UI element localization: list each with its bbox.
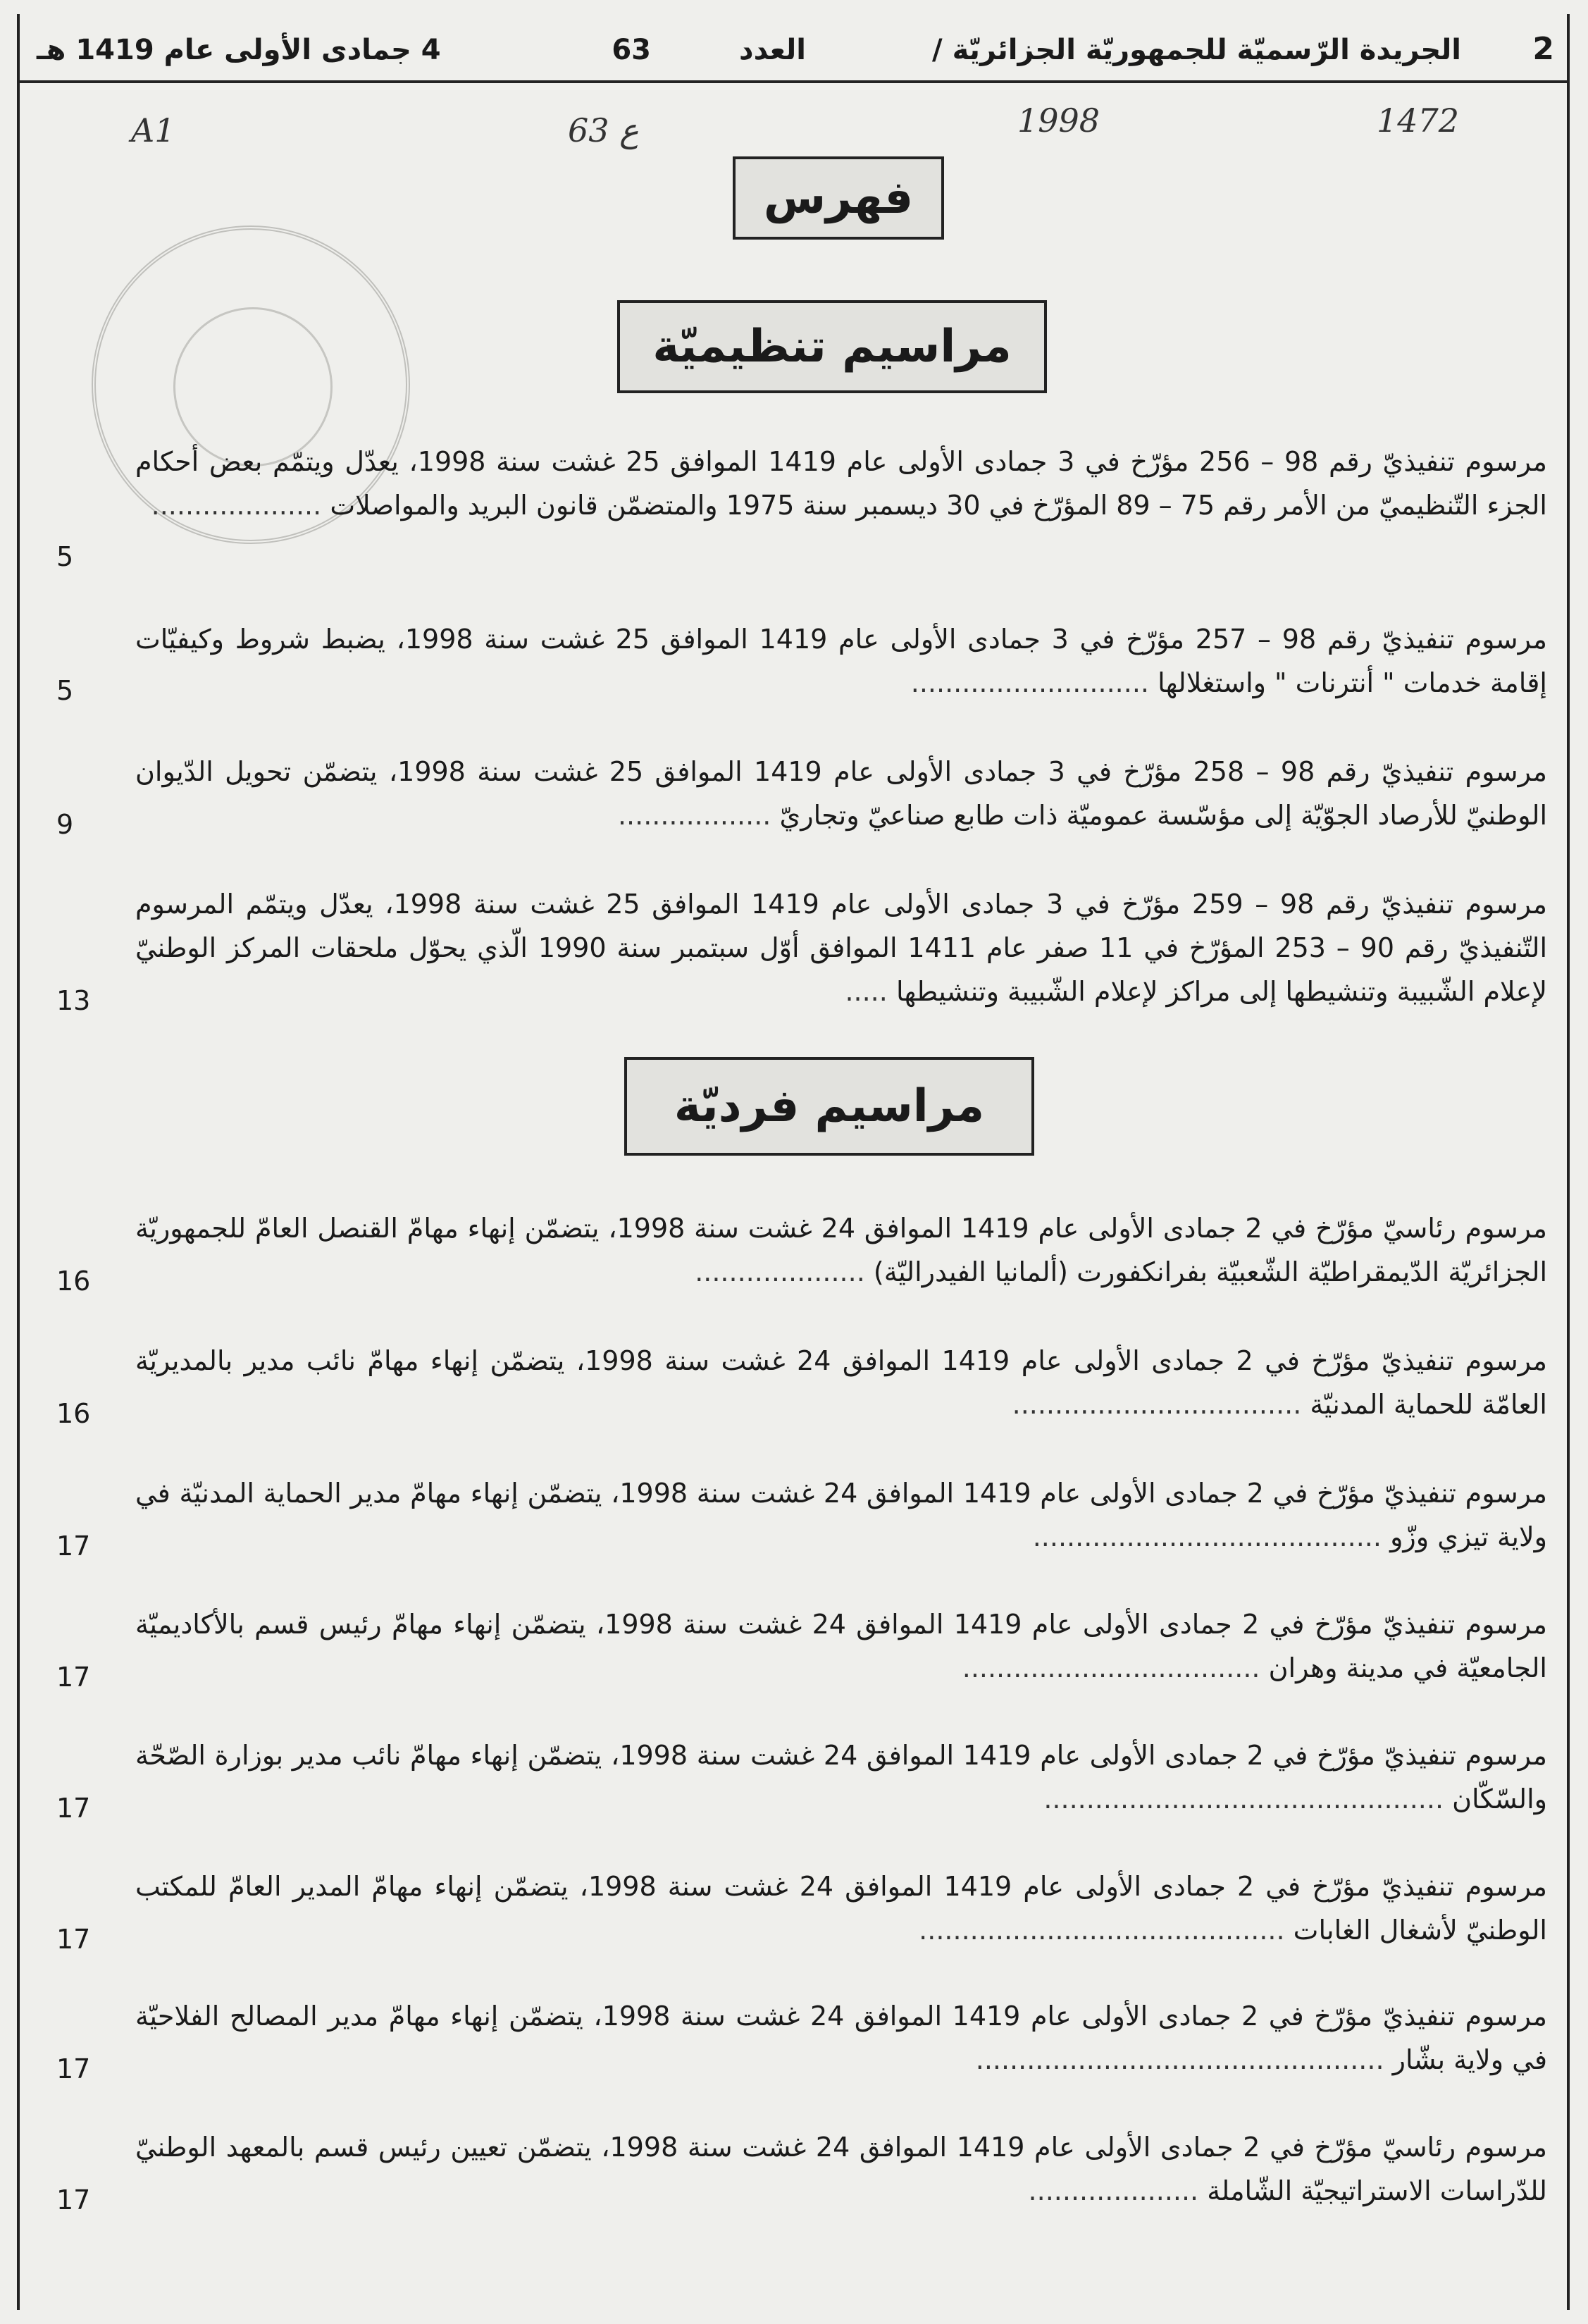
toc-entry-text: مرسوم رئاسيّ مؤرّخ في 2 جمادى الأولى عام 1419 الموافق 24 غشت سنة 1998، يتضمّن إنهاء مهامّ القنصل العامّ للجمهوريّة الجزائريّة الدّيمقراطيّة الشّعبيّة بفرانكفورت (ألمانيا الفيدراليّة) .................... <box>135 1213 1547 1287</box>
toc-entry[interactable] <box>39 2125 1547 2217</box>
toc-entry[interactable] <box>39 882 1547 1018</box>
handwritten-note-1: A1 <box>131 111 175 149</box>
toc-entry[interactable] <box>39 1471 1547 1563</box>
header-issue-number: 63 <box>612 34 651 66</box>
toc-entry-page: 17 <box>56 2053 91 2084</box>
toc-entry-page: 17 <box>56 2184 91 2215</box>
toc-entry[interactable] <box>39 617 1547 707</box>
toc-entry-page: 17 <box>56 1793 91 1824</box>
toc-entry-page: 5 <box>56 541 74 572</box>
toc-entry-text: مرسوم تنفيذيّ مؤرّخ في 2 جمادى الأولى عام 1419 الموافق 24 غشت سنة 1998، يتضمّن إنهاء مهامّ مدير الحماية المدنيّة في ولاية تيزي وزّو ......................................... <box>135 1478 1547 1552</box>
toc-entry[interactable] <box>39 440 1547 574</box>
toc-entry-page: 17 <box>56 1662 91 1693</box>
handwritten-note-4: 1472 <box>1377 101 1460 140</box>
toc-entry-text: مرسوم تنفيذيّ رقم 98 – 257 مؤرّخ في 3 جمادى الأولى عام 1419 الموافق 25 غشت سنة 1998، يضبط شروط وكيفيّات إقامة خدمات " أنترنات " واستغلالها ............................ <box>135 624 1547 698</box>
toc-entry-page: 16 <box>56 1398 91 1429</box>
toc-entry[interactable] <box>39 1339 1547 1430</box>
handwritten-note-2: 63 ع <box>568 111 639 149</box>
header-date: 4 جمادى الأولى عام 1419 هـ <box>37 34 441 66</box>
toc-entry[interactable] <box>39 1733 1547 1825</box>
header-page-number: 2 <box>1532 31 1554 67</box>
index-title: فهرس <box>733 156 944 240</box>
header-issue-label: العدد <box>739 34 806 66</box>
toc-entry-text: مرسوم تنفيذيّ رقم 98 – 258 مؤرّخ في 3 جمادى الأولى عام 1419 الموافق 25 غشت سنة 1998، يتضمّن تحويل الدّيوان الوطنيّ للأرصاد الجوّيّة إلى مؤسّسة عموميّة ذات طابع صناعيّ وتجاريّ .................. <box>135 756 1547 831</box>
toc-entry-page: 5 <box>56 675 74 706</box>
toc-entry-text: مرسوم تنفيذيّ مؤرّخ في 2 جمادى الأولى عام 1419 الموافق 24 غشت سنة 1998، يتضمّن إنهاء مهامّ رئيس قسم بالأكاديميّة الجامعيّة في مدينة وهران ................................... <box>135 1609 1547 1683</box>
toc-entry-page: 17 <box>56 1531 91 1562</box>
toc-entry-page: 17 <box>56 1924 91 1955</box>
section-title-regulatory: مراسيم تنظيميّة <box>617 300 1047 393</box>
toc-entry-text: مرسوم تنفيذيّ مؤرّخ في 2 جمادى الأولى عام 1419 الموافق 24 غشت سنة 1998، يتضمّن إنهاء مهامّ نائب مدير بالمديريّة العامّة للحماية المدنيّة .................................. <box>135 1345 1547 1420</box>
toc-entry[interactable] <box>39 750 1547 841</box>
header-title: الجريدة الرّسميّة للجمهوريّة الجزائريّة / <box>932 34 1461 66</box>
toc-entry-page: 9 <box>56 809 74 840</box>
toc-entry-text: مرسوم رئاسيّ مؤرّخ في 2 جمادى الأولى عام 1419 الموافق 24 غشت سنة 1998، يتضمّن تعيين رئيس قسم بالمعهد الوطنيّ للدّراسات الاستراتيجيّة الشّاملة .................... <box>135 2132 1547 2206</box>
toc-entry[interactable] <box>39 1206 1547 1298</box>
toc-entry-text: مرسوم تنفيذيّ رقم 98 – 259 مؤرّخ في 3 جمادى الأولى عام 1419 الموافق 25 غشت سنة 1998، يعدّل ويتمّم المرسوم التّنفيذيّ رقم 90 – 253 المؤرّخ في 11 صفر عام 1411 الموافق أوّل سبتمبر سنة 1990 الّذي يحوّل ملحقات المركز الوطنيّ لإعلام الشّبيبة وتنشيطها إلى مراكز لإعلام الشّبيبة وتنشيطها ..... <box>135 889 1547 1007</box>
toc-entry-text: مرسوم تنفيذيّ مؤرّخ في 2 جمادى الأولى عام 1419 الموافق 24 غشت سنة 1998، يتضمّن إنهاء مهامّ نائب مدير بوزارة الصّحّة والسّكّان ............................................... <box>135 1740 1547 1815</box>
toc-entry-text: مرسوم تنفيذيّ رقم 98 – 256 مؤرّخ في 3 جمادى الأولى عام 1419 الموافق 25 غشت سنة 1998، يعدّل ويتمّم بعض أحكام الجزء التّنظيميّ من الأمر رقم 75 – 89 المؤرّخ في 30 ديسمبر سنة 1975 والمتضمّن قانون البريد والمواصلات .................... <box>135 446 1547 521</box>
toc-entry[interactable] <box>39 1865 1547 1956</box>
section-title-individual: مراسيم فرديّة <box>624 1057 1034 1156</box>
handwritten-note-3: 1998 <box>1017 101 1100 140</box>
page-header <box>20 21 1567 83</box>
toc-entry[interactable] <box>39 1602 1547 1694</box>
toc-entry-page: 16 <box>56 1266 91 1297</box>
toc-entry-text: مرسوم تنفيذيّ مؤرّخ في 2 جمادى الأولى عام 1419 الموافق 24 غشت سنة 1998، يتضمّن إنهاء مهامّ مدير المصالح الفلاحيّة في ولاية بشّار ................................................ <box>135 2001 1547 2075</box>
toc-entry-page: 13 <box>56 985 91 1016</box>
toc-entry-text: مرسوم تنفيذيّ مؤرّخ في 2 جمادى الأولى عام 1419 الموافق 24 غشت سنة 1998، يتضمّن إنهاء مهامّ المدير العامّ للمكتب الوطنيّ لأشغال الغابات ........................................... <box>135 1871 1548 1946</box>
toc-entry[interactable] <box>39 1994 1547 2086</box>
